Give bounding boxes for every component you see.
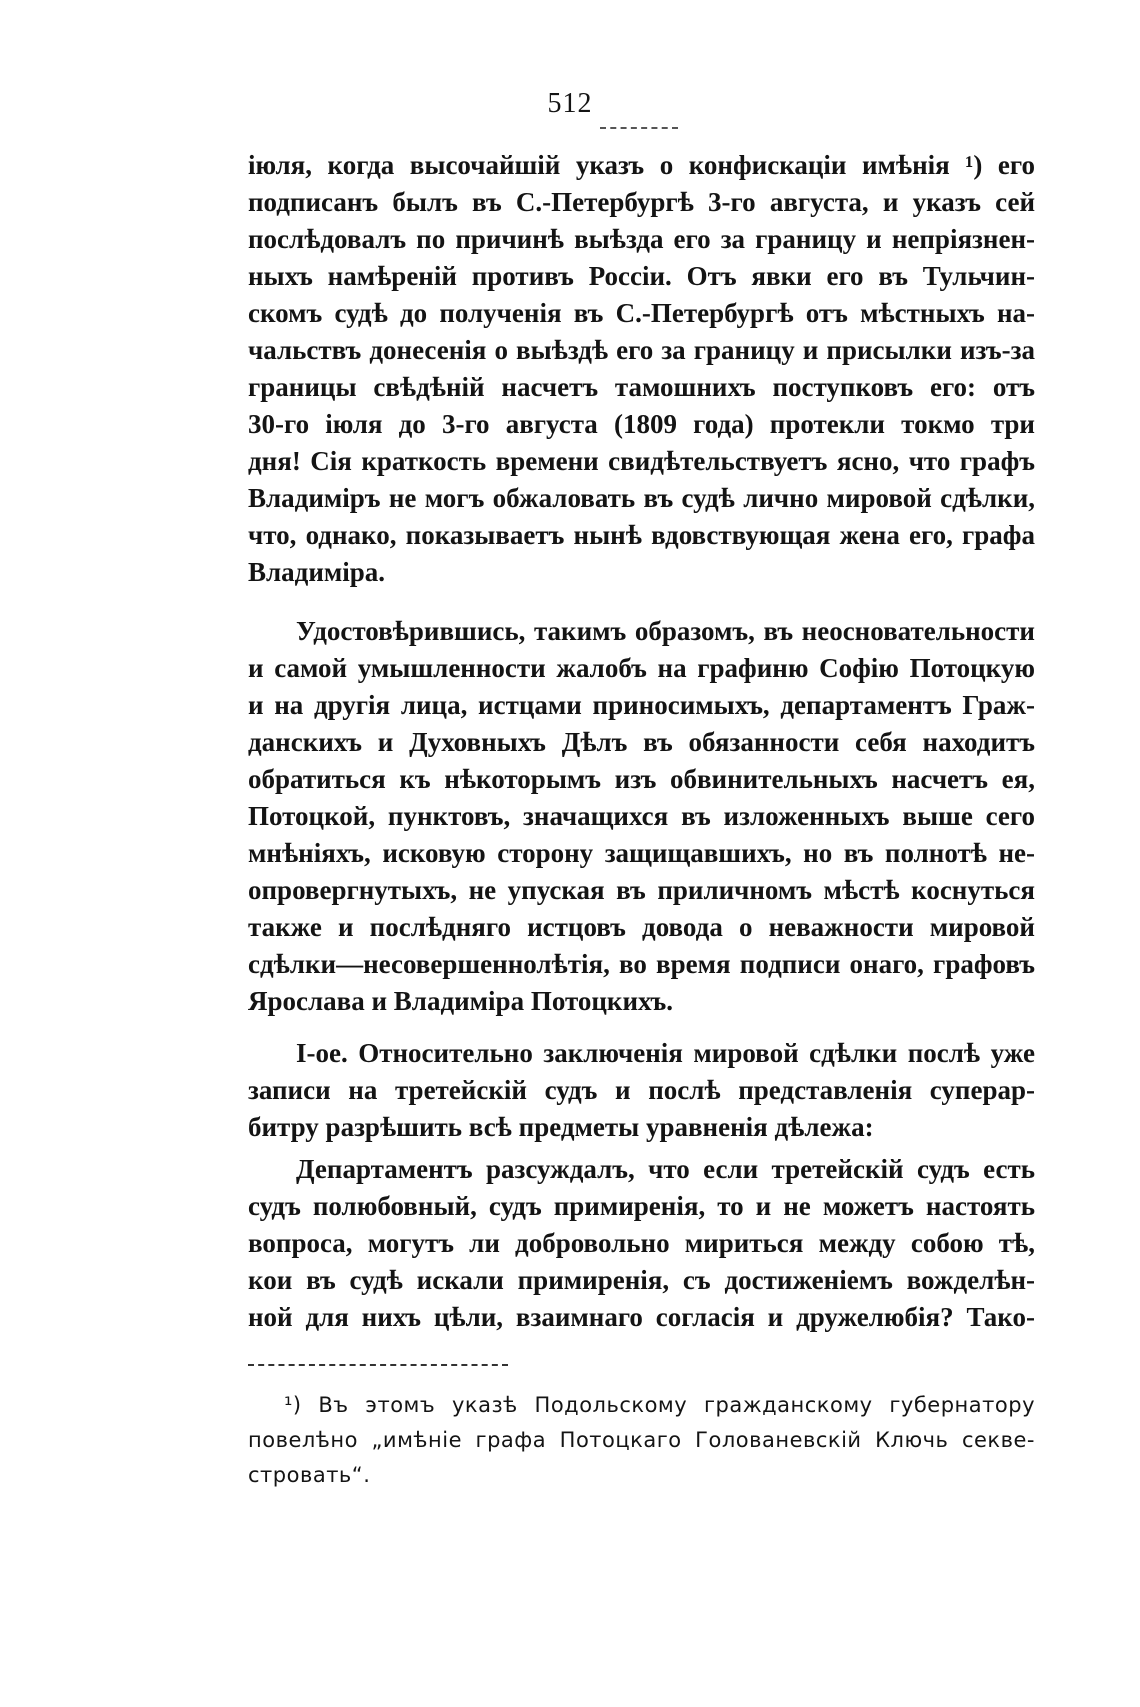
text-line: Удостовѣрившись, такимъ образомъ, въ неосновательности xyxy=(296,616,1035,646)
paragraph-2 xyxy=(248,613,1035,1020)
text-line: опровергнутыхъ, не упуская въ приличномъ мѣстѣ коснуться xyxy=(248,875,1035,905)
text-line: ной для нихъ цѣли, взаимнаго согласія и дружелюбія? Тако- xyxy=(248,1302,1035,1332)
text-line: Департаментъ разсуждалъ, что если третейскій судъ есть xyxy=(296,1154,1035,1184)
text-line: ныхъ намѣреній противъ Россіи. Отъ явки его въ Тульчин- xyxy=(248,261,1035,291)
footnote-line: ¹) Въ этомъ указѣ Подольскому гражданскому губернатору xyxy=(284,1393,1035,1417)
paragraph-4 xyxy=(248,1151,1035,1336)
footnote-line: повелѣно „имѣніе графа Потоцкаго Голованевскій Ключь секве- xyxy=(248,1428,1035,1452)
text-line: скомъ судѣ до полученія въ С.-Петербургѣ отъ мѣстныхъ на- xyxy=(248,298,1035,328)
text-line: чальствъ донесенія о выѣздѣ его за границу и присылки изъ-за xyxy=(248,335,1035,365)
text-line: записи на третейскій судъ и послѣ представленія суперар- xyxy=(248,1075,1035,1105)
text-line: кои въ судѣ искали примиренія, съ достиженіемъ вожделѣн- xyxy=(248,1265,1035,1295)
text-line: Потоцкой, пунктовъ, значащихся въ изложенныхъ выше сего xyxy=(248,801,1035,831)
page-number: 512 xyxy=(547,88,593,119)
text-line: и самой умышленности жалобъ на графиню Софію Потоцкую xyxy=(248,653,1035,683)
text-line: дня! Сія краткость времени свидѣтельствуетъ ясно, что графъ xyxy=(248,446,1035,476)
text-line: І-ое. Относительно заключенія мировой сдѣлки послѣ уже xyxy=(296,1038,1035,1068)
text-line: послѣдовалъ по причинѣ выѣзда его за границу и непріязнен- xyxy=(248,224,1035,254)
text-line: вопроса, могутъ ли добровольно мириться между собою тѣ, xyxy=(248,1228,1035,1258)
text-line: данскихъ и Духовныхъ Дѣлъ въ обязанности себя находитъ xyxy=(248,727,1035,757)
text-line: подписанъ былъ въ С.-Петербургѣ 3-го августа, и указъ сей xyxy=(248,187,1035,217)
paragraph-3 xyxy=(248,1035,1035,1146)
text-line: и на другія лица, истцами приносимыхъ, департаментъ Граж- xyxy=(248,690,1035,720)
footnote xyxy=(248,1388,1035,1493)
text-line: мнѣніяхъ, исковую сторону защищавшихъ, но въ полнотѣ не- xyxy=(248,838,1035,868)
paragraph-1 xyxy=(248,147,1035,591)
page-number-rule xyxy=(600,127,678,129)
footnote-separator xyxy=(248,1364,508,1366)
footnote-line: стровать“. xyxy=(248,1463,371,1487)
text-line: Владиміръ не могъ обжаловать въ судѣ лично мировой сдѣлки, xyxy=(248,483,1035,513)
text-line: битру разрѣшить всѣ предметы уравненія дѣлежа: xyxy=(248,1112,874,1142)
text-line: Ярослава и Владиміра Потоцкихъ. xyxy=(248,986,673,1016)
text-line: что, однако, показываетъ нынѣ вдовствующая жена его, графа xyxy=(248,520,1035,550)
text-line: 30-го іюля до 3-го августа (1809 года) протекли токмо три xyxy=(248,409,1035,439)
text-line: также и послѣдняго истцовъ довода о неважности мировой xyxy=(248,912,1035,942)
text-line: Владиміра. xyxy=(248,557,386,587)
text-line: границы свѣдѣній насчетъ тамошнихъ поступковъ его: отъ xyxy=(248,372,1035,402)
text-line: обратиться къ нѣкоторымъ изъ обвинительныхъ насчетъ ея, xyxy=(248,764,1035,794)
text-line: іюля, когда высочайшій указъ о конфискаціи имѣнія ¹) его xyxy=(248,150,1035,180)
text-line: сдѣлки—несовершеннолѣтія, во время подписи онаго, графовъ xyxy=(248,949,1035,979)
text-line: судъ полюбовный, судъ примиренія, то и не можетъ настоять xyxy=(248,1191,1035,1221)
